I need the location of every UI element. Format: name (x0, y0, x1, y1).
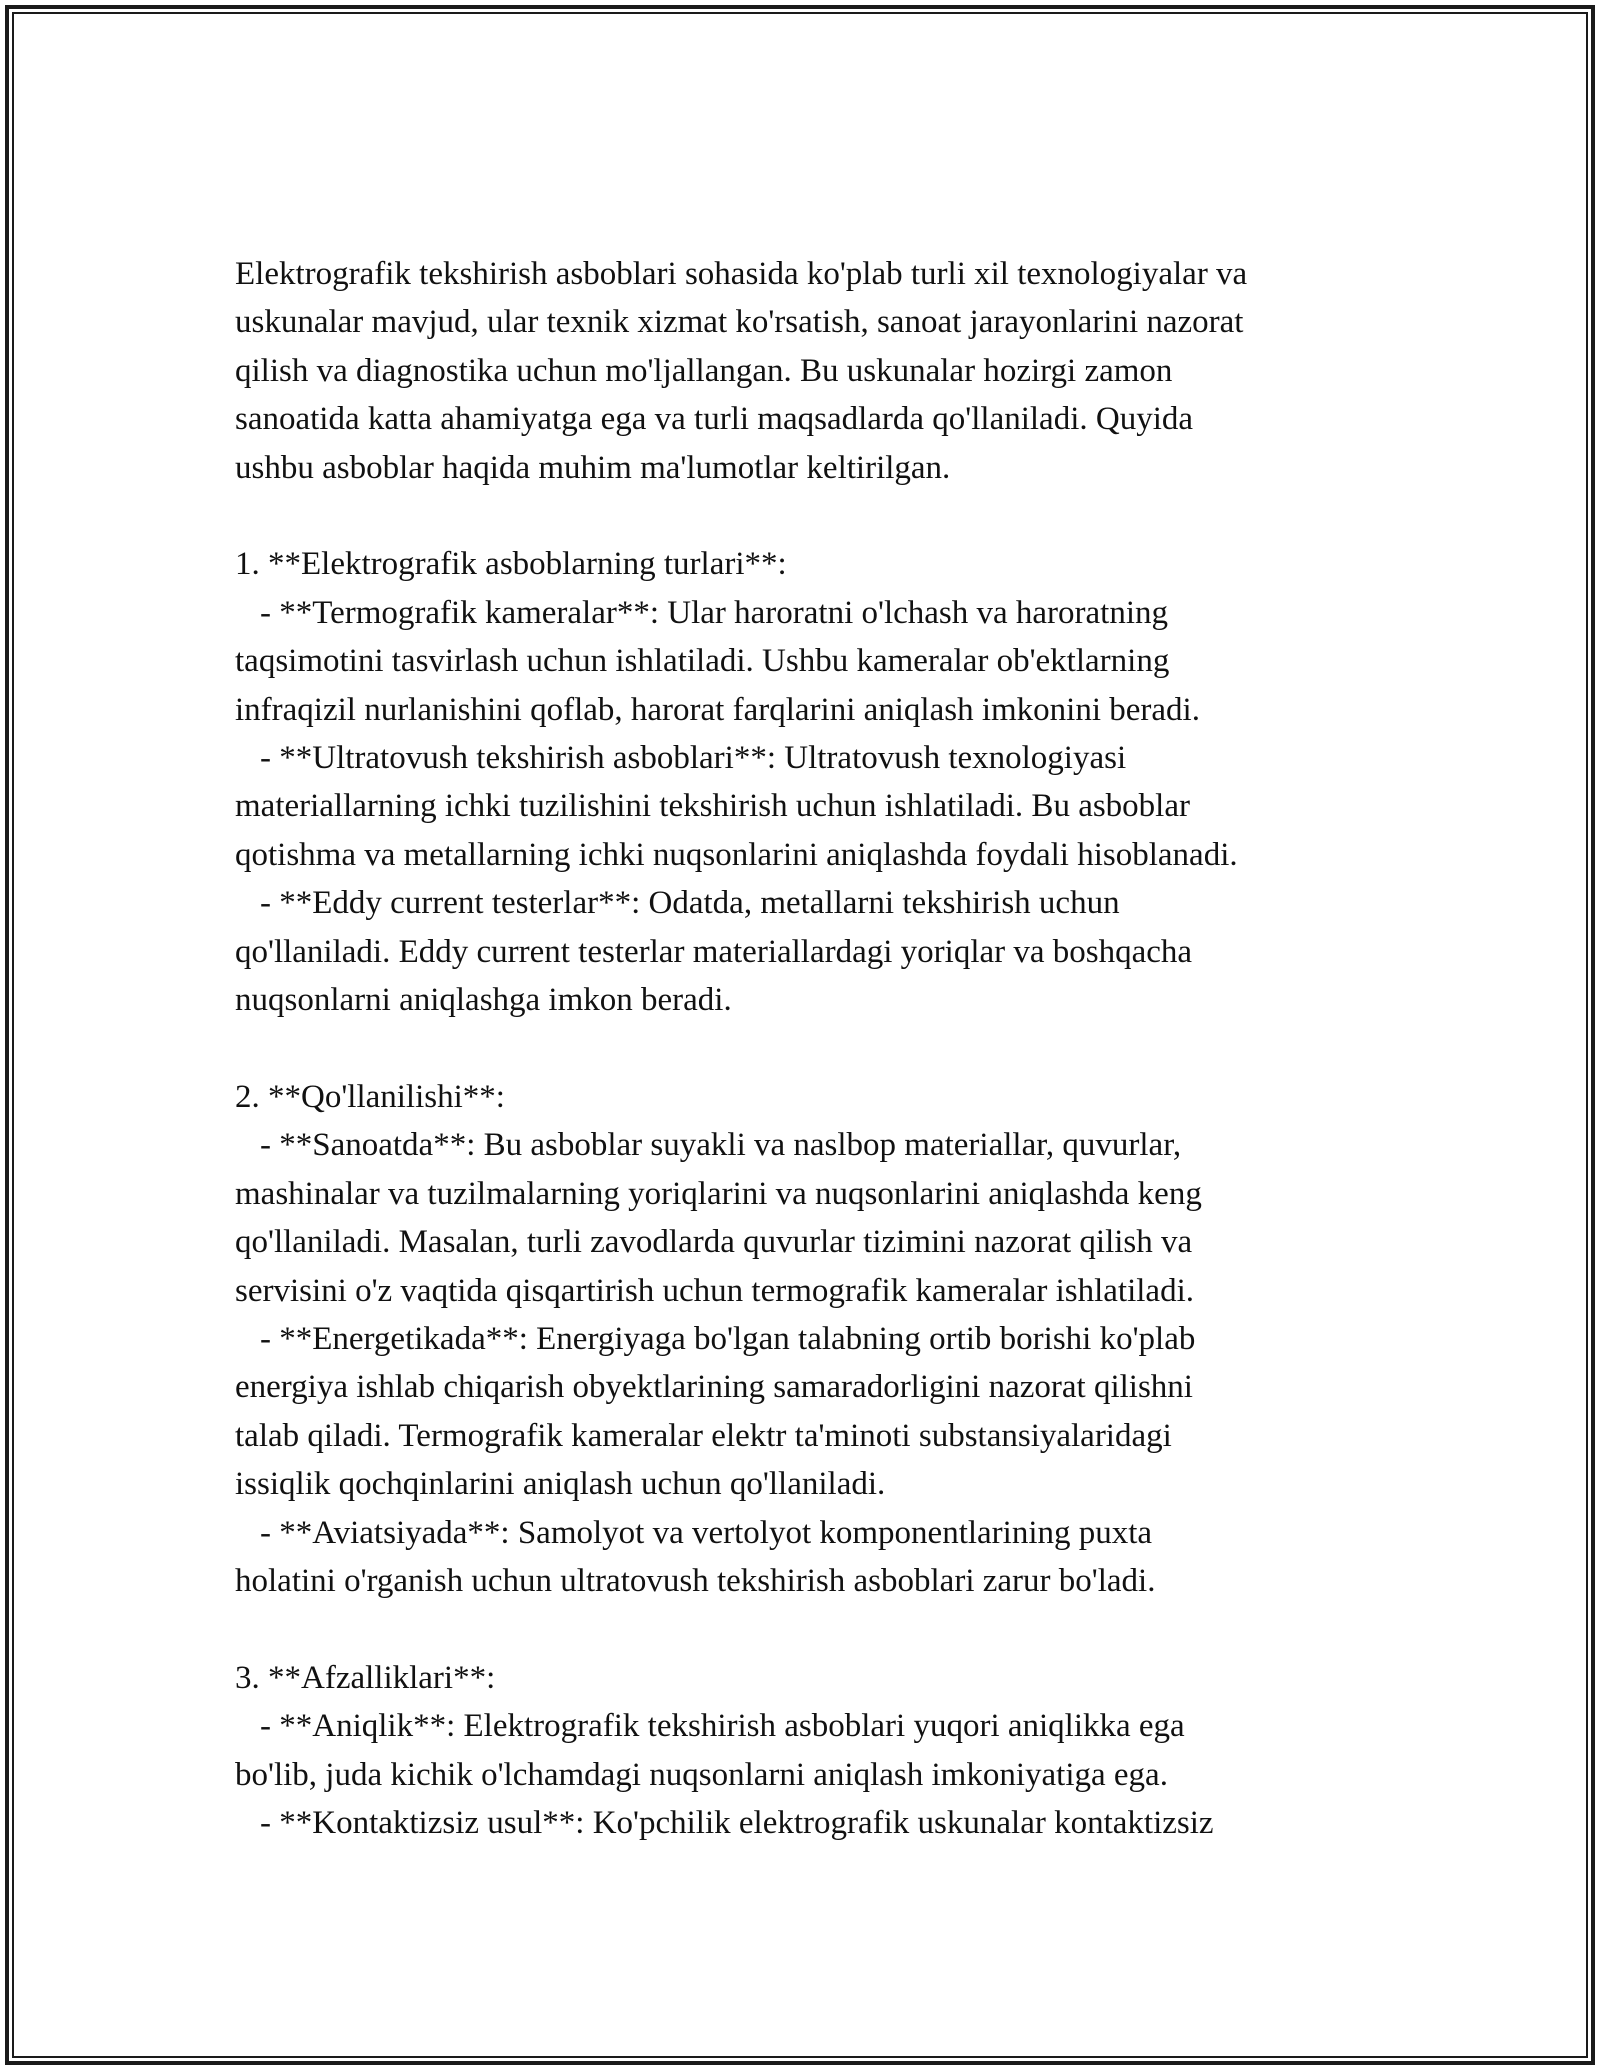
blank-line (235, 1024, 1415, 1072)
bullet-text: - **Aniqlik**: Elektrografik tekshirish asboblari yuqori aniqlikka ega (260, 1708, 1185, 1745)
text-line: qilish va diagnostika uchun mo'ljallangan. Bu uskunalar hozirgi zamon (235, 352, 1173, 389)
bullet-text: - **Aviatsiyada**: Samolyot va vertolyot komponentlarining puxta (260, 1514, 1153, 1551)
bullet-line (235, 589, 1415, 637)
bullet-line (235, 734, 1415, 782)
bullet-line (235, 1799, 1415, 1847)
text-line: bo'lib, juda kichik o'lchamdagi nuqsonlarni aniqlash imkoniyatiga ega. (235, 1756, 1168, 1793)
text-line: infraqizil nurlanishini qoflab, harorat farqlarini aniqlash imkonini beradi. (235, 691, 1200, 728)
bullet-line (235, 1509, 1415, 1557)
text-line: uskunalar mavjud, ular texnik xizmat ko'rsatish, sanoat jarayonlarini nazorat (235, 304, 1244, 341)
bullet-line (235, 1315, 1415, 1363)
blank-line (235, 492, 1415, 540)
section-heading-2: 2. **Qo'llanilishi**: (235, 1078, 505, 1115)
text-line: qo'llaniladi. Masalan, turli zavodlarda quvurlar tizimini nazorat qilish va (235, 1224, 1193, 1261)
text-line: Elektrografik tekshirish asboblari sohasida ko'plab turli xil texnologiyalar va (235, 256, 1248, 292)
bullet-text: - **Energetikada**: Energiyaga bo'lgan talabning ortib borishi ko'plab (260, 1320, 1196, 1357)
text-line: nuqsonlarni aniqlashga imkon beradi. (235, 982, 732, 1019)
text-line: sanoatida katta ahamiyatga ega va turli maqsadlarda qo'llaniladi. Quyida (235, 401, 1194, 438)
document-body (235, 250, 1415, 1847)
bullet-line (235, 1121, 1415, 1169)
bullet-text: - **Eddy current testerlar**: Odatda, metallarni tekshirish uchun (260, 885, 1120, 922)
text-line: qotishma va metallarning ichki nuqsonlarini aniqlashda foydali hisoblanadi. (235, 836, 1238, 873)
blank-line (235, 1605, 1415, 1653)
text-line: taqsimotini tasvirlash uchun ishlatiladi. Ushbu kameralar ob'ektlarning (235, 643, 1170, 680)
text-line: qo'llaniladi. Eddy current testerlar materiallardagi yoriqlar va boshqacha (235, 933, 1193, 970)
text-line: holatini o'rganish uchun ultratovush tekshirish asboblari zarur bo'ladi. (235, 1562, 1156, 1599)
text-line: mashinalar va tuzilmalarning yoriqlarini va nuqsonlarini aniqlashda keng (235, 1175, 1202, 1212)
text-line: materiallarning ichki tuzilishini tekshirish uchun ishlatiladi. Bu asboblar (235, 788, 1190, 825)
text-line: servisini o'z vaqtida qisqartirish uchun termografik kameralar ishlatiladi. (235, 1272, 1194, 1309)
text-line: energiya ishlab chiqarish obyektlarining samaradorligini nazorat qilishni (235, 1369, 1193, 1406)
section-heading-1: 1. **Elektrografik asboblarning turlari**: (235, 546, 787, 583)
bullet-text: - **Kontaktizsiz usul**: Ko'pchilik elektrografik uskunalar kontaktizsiz (260, 1804, 1214, 1841)
bullet-text: - **Ultratovush tekshirish asboblari**: Ultratovush texnologiyasi (260, 740, 1127, 777)
text-line: issiqlik qochqinlarini aniqlash uchun qo'llaniladi. (235, 1466, 886, 1503)
text-line: talab qiladi. Termografik kameralar elektr ta'minoti substansiyalaridagi (235, 1417, 1172, 1454)
bullet-line (235, 1702, 1415, 1750)
text-line: ushbu asboblar haqida muhim ma'lumotlar keltirilgan. (235, 449, 951, 486)
bullet-text: - **Termografik kameralar**: Ular haroratni o'lchash va haroratning (260, 594, 1169, 631)
bullet-line (235, 879, 1415, 927)
bullet-text: - **Sanoatda**: Bu asboblar suyakli va naslbop materiallar, quvurlar, (260, 1127, 1182, 1164)
section-heading-3: 3. **Afzalliklari**: (235, 1659, 496, 1696)
